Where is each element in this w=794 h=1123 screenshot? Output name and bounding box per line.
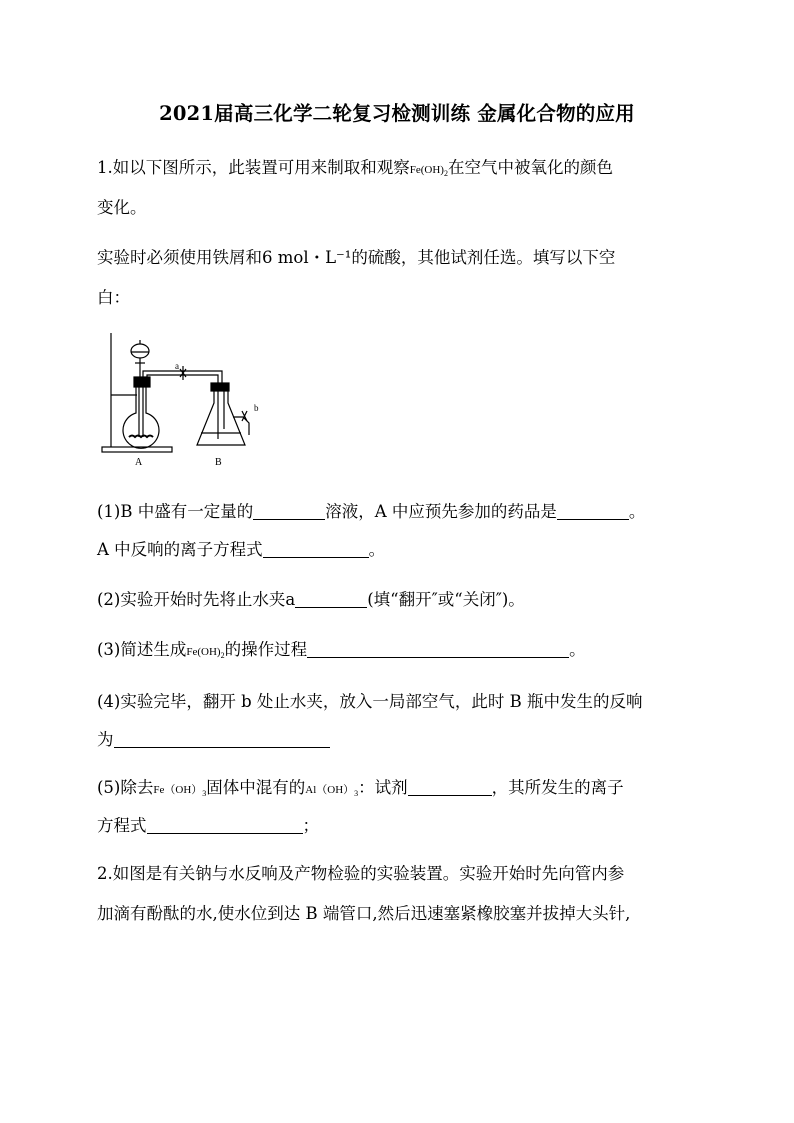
q1-line4: 白： <box>97 288 130 307</box>
q1-s1-line2: A 中反响的离子方程式 。 <box>97 530 707 570</box>
label-flask-a: A <box>135 457 143 468</box>
stopper-a <box>134 377 150 387</box>
answer-blank[interactable] <box>295 587 367 608</box>
q1-line2: 变化。 <box>97 198 147 217</box>
formula-aloh3: $Al(OH)_3$ <box>305 784 359 798</box>
page-title: 2021届高三化学二轮复习检测训练 金属化合物的应用 <box>159 102 635 125</box>
q1-line3: 实验时必须使用铁屑和6 mol・L⁻¹的硫酸，其他试剂任选。填写以下空 <box>97 248 616 267</box>
q1-s1-line1: (1)B 中盛有一定量的 溶液，A 中应预先参加的药品是 。 <box>97 492 707 532</box>
apparatus-diagram <box>97 325 287 475</box>
answer-blank[interactable] <box>147 813 303 834</box>
flask-b <box>197 391 245 445</box>
formula-feoh2: $Fe(OH)_2$ <box>409 164 448 178</box>
label-flask-b: B <box>215 457 222 468</box>
answer-blank[interactable] <box>557 499 629 520</box>
q1-s5-line2: 方程式 ； <box>97 806 707 846</box>
iron-filings <box>129 436 153 438</box>
label-a: a <box>175 361 179 371</box>
formula-feoh2: $Fe(OH)_2$ <box>186 646 225 660</box>
answer-blank[interactable] <box>263 537 369 558</box>
q1-s5-line1: (5)除去$Fe(OH)_3$固体中混有的$Al(OH)_3$：试剂 ，其所发生的离子 <box>97 768 707 814</box>
q1-s4-line2: 为 <box>97 720 707 760</box>
answer-blank[interactable] <box>408 775 492 796</box>
formula-feoh3: $Fe(OH)_3$ <box>153 784 207 798</box>
label-b: b <box>254 403 259 413</box>
q1-s2: (2)实验开始时先将止水夹a (填“翻开″或“关闭″)。 <box>97 580 707 620</box>
q2-line2: 加滴有酚酞的水,使水位到达 B 端管口,然后迅速塞紧橡胶塞并拔掉大头针, <box>97 904 631 923</box>
flask-a <box>123 387 159 448</box>
stopper-b <box>211 383 229 391</box>
answer-blank[interactable] <box>253 499 325 520</box>
q1-s3: (3)简述生成$Fe(OH)_2$的操作过程 。 <box>97 630 707 676</box>
q2-line1: 2.如图是有关钠与水反响及产物检验的实验装置。实验开始时先向管内参 <box>97 864 625 883</box>
q1-text-post: 在空气中被氧化的颜色 <box>447 158 613 177</box>
q1-text: 1.如以下图所示，此装置可用来制取和观察 <box>97 158 410 177</box>
funnel-bulb <box>131 344 149 358</box>
answer-blank[interactable] <box>114 727 330 748</box>
q1-s4-line1: (4)实验完毕，翻开 b 处止水夹，放入一局部空气，此时 B 瓶中发生的反响 <box>97 692 643 711</box>
answer-blank[interactable] <box>307 637 569 658</box>
